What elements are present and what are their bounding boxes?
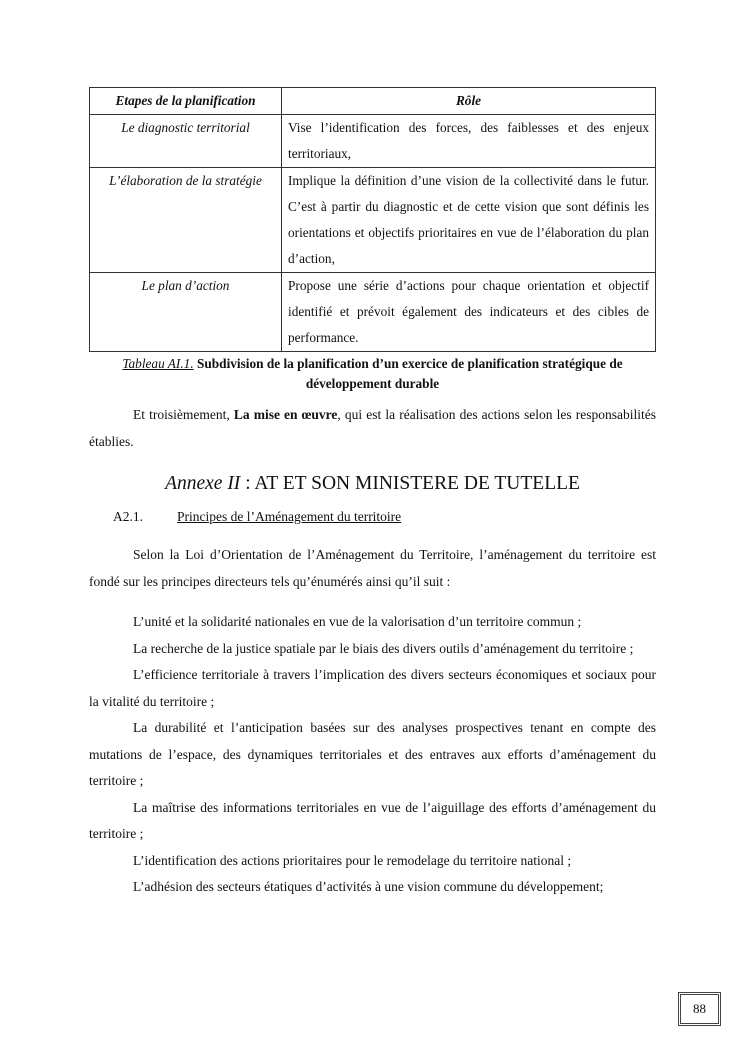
page-number: 88 — [678, 992, 721, 1026]
planning-table — [89, 87, 656, 352]
paragraph-implementation — [89, 402, 656, 455]
table-row — [90, 168, 656, 273]
table-row — [90, 273, 656, 352]
role-cell: Vise l’identification des forces, des faiblesses et des enjeux territoriaux, — [282, 115, 656, 168]
principles-list — [89, 609, 656, 901]
list-item: La maîtrise des informations territoriales en vue de l’aiguillage des efforts d’aménagement du territoire ; — [89, 799, 656, 841]
caption-label: Tableau AI.1. — [122, 356, 194, 371]
annex-title: : AT ET SON MINISTERE DE TUTELLE — [240, 473, 580, 494]
list-item: L’unité et la solidarité nationales en vue de la valorisation d’un territoire commun ; — [133, 614, 582, 629]
intro-paragraph: Selon la Loi d’Orientation de l’Aménagement du Territoire, l’aménagement du territoire est fondé sur les principes directeurs tels qu’énumérés ainsi qu’il suit : — [89, 547, 656, 589]
table-caption — [89, 354, 656, 394]
header-step: Etapes de la planification — [90, 88, 282, 115]
step-cell: Le diagnostic territorial — [90, 115, 282, 168]
document-page — [89, 87, 656, 901]
header-role: Rôle — [282, 88, 656, 115]
role-cell: Propose une série d’actions pour chaque orientation et objectif identifié et prévoit également des indicateurs et des cibles de performance. — [282, 273, 656, 352]
step-cell: Le plan d’action — [90, 273, 282, 352]
table-row — [90, 115, 656, 168]
list-item: L’identification des actions prioritaires pour le remodelage du territoire national ; — [133, 852, 572, 868]
role-cell: Implique la définition d’une vision de la collectivité dans le futur. C’est à partir du diagnostic et de cette vision que sont définis les orientations et objectifs prioritaires en vue de l’élaboration du plan d’action, — [282, 168, 656, 273]
para1-before: Et troisièmement, — [133, 407, 234, 422]
annex-label: Annexe II — [165, 473, 241, 494]
step-cell: L’élaboration de la stratégie — [90, 168, 282, 273]
caption-text: Subdivision de la planification d’un exercice de planification stratégique de développement durable — [196, 356, 623, 391]
list-item: L’efficience territoriale à travers l’implication des divers secteurs économiques et sociaux pour la vitalité du territoire ; — [89, 667, 656, 709]
section-heading — [89, 504, 656, 530]
section-title: Principes de l’Aménagement du territoire — [177, 509, 402, 524]
list-item: La durabilité et l’anticipation basées sur des analyses prospectives tenant en compte des mutations de l’espace, des dynamiques territoriales et des entraves aux efforts d’aménagement du territoire ; — [89, 720, 656, 788]
para1-after: , qui est la réalisation des actions selon les responsabilités établies. — [89, 407, 656, 449]
list-item: L’adhésion des secteurs étatiques d’activités à une vision commune du développement; — [133, 879, 604, 894]
para1-bold: La mise en œuvre — [233, 407, 338, 422]
table-header-row — [90, 88, 656, 115]
section-number: A2.1. — [113, 509, 143, 524]
list-item: La recherche de la justice spatiale par le biais des divers outils d’aménagement du territoire ; — [133, 640, 634, 656]
annex-heading — [89, 470, 656, 498]
